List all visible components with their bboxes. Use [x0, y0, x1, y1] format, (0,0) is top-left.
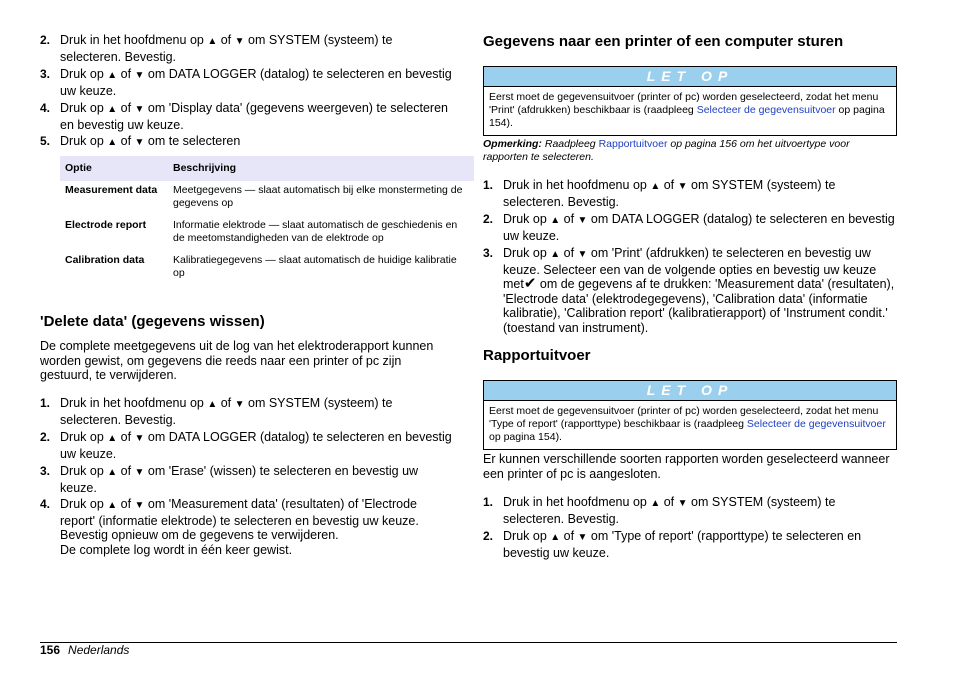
table-row	[60, 216, 474, 251]
print-step-3	[483, 246, 897, 335]
step-text: Druk op ▲ of ▼ om te selecteren	[60, 134, 241, 148]
step-text: Druk op ▲ of ▼ om 'Measurement data' (resultaten) of 'Electrode report' (informatie elektrode) te selecteren en bevestig uw keuze. Bevestig opnieuw om de gegevens te verwijderen.	[60, 497, 419, 542]
print-step-2	[483, 212, 897, 243]
option-name: Electrode report	[65, 219, 147, 231]
step-5-select	[40, 134, 455, 151]
up-arrow-icon: ▲	[550, 249, 561, 260]
option-name: Measurement data	[65, 184, 158, 196]
note-box-report	[483, 380, 897, 450]
delete-data-heading: 'Delete data' (gegevens wissen)	[40, 313, 265, 330]
report-step-2	[483, 529, 897, 560]
note-title: LET OP	[484, 381, 896, 401]
step-number: 2.	[40, 430, 51, 444]
step-text: Druk op ▲ of ▼ om DATA LOGGER (datalog) te selecteren en bevestig uw keuze.	[60, 67, 452, 98]
delete-step-2	[40, 430, 455, 461]
header-description: Beschrijving	[168, 156, 474, 181]
step-text: Druk op ▲ of ▼ om DATA LOGGER (datalog) te selecteren en bevestig uw keuze.	[503, 212, 895, 243]
options-table	[60, 156, 474, 286]
step-number: 2.	[40, 33, 51, 47]
step-text: Druk op ▲ of ▼ om DATA LOGGER (datalog) te selecteren en bevestig uw keuze.	[60, 430, 452, 461]
delete-step-3	[40, 464, 455, 495]
link-report-output[interactable]: Rapportuitvoer	[598, 138, 668, 150]
report-step-1	[483, 495, 897, 526]
delete-step-1	[40, 396, 455, 427]
report-intro-paragraph: Er kunnen verschillende soorten rapporten worden geselecteerd wanneer een printer of pc is aangesloten.	[483, 452, 890, 481]
step-number: 1.	[40, 396, 51, 410]
checkmark-icon: ✔	[523, 275, 537, 292]
footer-language: Nederlands	[68, 643, 130, 657]
up-arrow-icon: ▲	[650, 498, 661, 509]
up-arrow-icon: ▲	[107, 104, 118, 115]
step-4-display-data	[40, 101, 455, 132]
down-arrow-icon: ▼	[134, 433, 145, 444]
up-arrow-icon: ▲	[550, 215, 561, 226]
down-arrow-icon: ▼	[577, 249, 588, 260]
step-number: 1.	[483, 178, 494, 192]
step-text: Druk in het hoofdmenu op ▲ of ▼ om SYSTEM (systeem) te selecteren. Bevestig.	[503, 178, 836, 209]
step-number: 2.	[483, 212, 494, 226]
option-description: Informatie elektrode — slaat automatisch de geschiedenis en de meetomstandigheden van de elektrode op	[173, 219, 458, 244]
down-arrow-icon: ▼	[677, 181, 688, 192]
option-name: Calibration data	[65, 254, 145, 266]
delete-step-4	[40, 497, 455, 557]
step-text: Druk op ▲ of ▼ om 'Erase' (wissen) te selecteren en bevestig uw keuze.	[60, 464, 419, 495]
down-arrow-icon: ▼	[134, 467, 145, 478]
header-option: Optie	[60, 156, 168, 181]
delete-final-note: De complete log wordt in één keer gewist.	[60, 542, 293, 557]
step-text: Druk op ▲ of ▼ om 'Type of report' (rapporttype) te selecteren en bevestig uw keuze.	[503, 529, 862, 560]
step-text: Druk in het hoofdmenu op ▲ of ▼ om SYSTEM (systeem) te selecteren. Bevestig.	[60, 33, 393, 64]
note-box-print	[483, 66, 897, 136]
up-arrow-icon: ▲	[107, 70, 118, 81]
down-arrow-icon: ▼	[677, 498, 688, 509]
note-body: Eerst moet de gegevensuitvoer (printer of pc) worden geselecteerd, zodat het menu 'Print' (afdrukken) beschikbaar is (raadpleeg Selecteer de gegevensuitvoer op pagina 154).	[489, 91, 885, 129]
link-select-output[interactable]: Selecteer de gegevensuitvoer	[746, 418, 886, 430]
note-body: Eerst moet de gegevensuitvoer (printer of pc) worden geselecteerd, zodat het menu 'Type of report' (rapporttype) beschikbaar is (raadpleeg Selecteer de gegevensuitvoer op pagina 154).	[489, 405, 886, 443]
up-arrow-icon: ▲	[207, 399, 218, 410]
step-text: Druk op ▲ of ▼ om 'Display data' (gegevens weergeven) te selecteren en bevestig uw keuze.	[60, 101, 448, 132]
up-arrow-icon: ▲	[207, 36, 218, 47]
note-title: LET OP	[484, 67, 896, 87]
step-2-system	[40, 33, 455, 64]
printer-heading: Gegevens naar een printer of een computer sturen	[483, 33, 844, 50]
up-arrow-icon: ▲	[107, 500, 118, 511]
down-arrow-icon: ▼	[134, 70, 145, 81]
up-arrow-icon: ▲	[550, 532, 561, 543]
step-number: 1.	[483, 495, 494, 509]
delete-intro-paragraph: De complete meetgegevens uit de log van het elektroderapport kunnen worden gewist, om gegevens die reeds naar een printer of pc zijn gestuurd, te verwijderen.	[40, 339, 434, 382]
step-number: 4.	[40, 497, 51, 511]
down-arrow-icon: ▼	[577, 532, 588, 543]
up-arrow-icon: ▲	[107, 137, 118, 148]
up-arrow-icon: ▲	[107, 433, 118, 444]
table-row	[60, 251, 474, 286]
step-text: Druk in het hoofdmenu op ▲ of ▼ om SYSTEM (systeem) te selecteren. Bevestig.	[503, 495, 836, 526]
step-number: 3.	[40, 67, 51, 81]
down-arrow-icon: ▼	[134, 137, 145, 148]
up-arrow-icon: ▲	[107, 467, 118, 478]
down-arrow-icon: ▼	[134, 104, 145, 115]
print-step-1	[483, 178, 897, 209]
step-number: 2.	[483, 529, 494, 543]
step-text: Druk in het hoofdmenu op ▲ of ▼ om SYSTEM (systeem) te selecteren. Bevestig.	[60, 396, 393, 427]
step-number: 4.	[40, 101, 51, 115]
down-arrow-icon: ▼	[234, 399, 245, 410]
option-description: Kalibratiegegevens — slaat automatisch de huidige kalibratie op	[173, 254, 457, 279]
option-description: Meetgegevens — slaat automatisch bij elke monstermeting de gegevens op	[173, 184, 463, 209]
table-header-row	[60, 156, 474, 181]
remark: Opmerking: Raadpleeg Rapportuitvoer op pagina 156 om het uitvoertype voor rapporten te selecteren.	[483, 138, 850, 163]
footer	[40, 643, 129, 657]
down-arrow-icon: ▼	[234, 36, 245, 47]
down-arrow-icon: ▼	[577, 215, 588, 226]
step-number: 3.	[483, 246, 494, 260]
up-arrow-icon: ▲	[650, 181, 661, 192]
down-arrow-icon: ▼	[134, 500, 145, 511]
step-number: 5.	[40, 134, 51, 148]
step-text: Druk op ▲ of ▼ om 'Print' (afdrukken) te selecteren en bevestig uw keuze. Selecteer een van de volgende opties en bevestig uw keuze met✔ om de gegevens af te drukken: 'Measurement data' (resultaten), 'Electrode data' (elektrodegegevens), 'Calibration data' (informatie kalibratie), 'Calibration report' (kalibratierapport) of 'Instrument condit.' (toestand van instrument).	[503, 246, 895, 335]
step-number: 3.	[40, 464, 51, 478]
report-output-heading: Rapportuitvoer	[483, 347, 591, 364]
footer-divider	[40, 642, 897, 643]
step-3-datalogger	[40, 67, 455, 98]
link-select-output[interactable]: Selecteer de gegevensuitvoer	[696, 104, 836, 116]
page-number: 156	[40, 643, 61, 657]
table-row	[60, 181, 474, 216]
